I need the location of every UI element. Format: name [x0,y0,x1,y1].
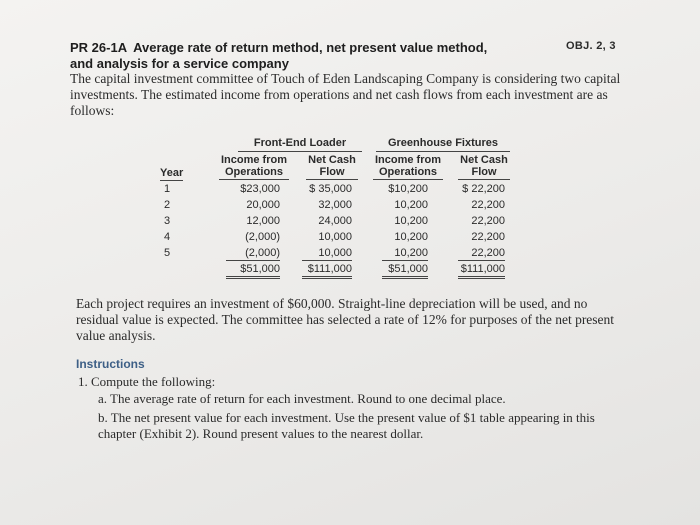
instruction-item-1: 1. Compute the following: [78,374,216,389]
green-income-year3: 10,200 [394,215,428,227]
col-header-green-cash [458,154,510,180]
col-header-green-cash-l2: Flow [471,166,497,178]
col-header-green-income-l2: Operations [378,166,438,178]
year-1: 1 [164,183,171,195]
intro-paragraph: The capital investment committee of Touch of Eden Landscaping Company is considering two capital investments. The estimated income from operations and net cash flows from each investment are as follows: [70,71,621,118]
instruction-item-b: b. The net present value for each investment. Use the present value of $1 table appearing in this chapter (Exhibit 2). Round present values to the nearest dollar. [98,410,595,441]
green-income-year1: $10,200 [388,183,428,195]
green-income-year2: 10,200 [394,199,428,211]
green-income-year4: 10,200 [394,231,428,243]
front-cash-total: $111,000 [302,263,352,279]
front-cash-year5: 10,000 [302,247,352,261]
year-2: 2 [164,199,171,211]
year-3: 3 [164,215,171,227]
green-income-total: $51,000 [382,263,428,279]
front-income-year3: 12,000 [246,215,280,227]
front-cash-year2: 32,000 [318,199,352,211]
col-header-front-cash-l1: Net Cash [308,154,356,166]
front-income-year4: (2,000) [245,231,280,243]
instruction-item-a: a. The average rate of return for each investment. Round to one decimal place. [98,391,506,406]
green-cash-year3: 22,200 [471,215,505,227]
green-cash-year2: 22,200 [471,199,505,211]
investment-paragraph: Each project requires an investment of $60,000. Straight-line depreciation will be used, and no residual value is expected. The committee has selected a rate of 12% for purposes of the net present value analysis. [76,296,615,343]
green-cash-year4: 22,200 [471,231,505,243]
col-header-green-income [373,154,443,180]
col-header-front-cash-l2: Flow [319,166,345,178]
problem-code: PR 26-1A [70,40,128,55]
problem-title-line1: Average rate of return method, net present value method, [133,40,488,55]
front-income-year2: 20,000 [246,199,280,211]
col-header-green-cash-l1: Net Cash [460,154,508,166]
col-header-front-income [219,154,289,180]
green-income-year5: 10,200 [382,247,428,261]
col-header-front-income-l2: Operations [224,166,284,178]
year-5: 5 [164,247,171,259]
col-header-front-income-l1: Income from [220,154,287,166]
green-cash-total: $111,000 [458,263,505,279]
group-header-greenhouse-fixtures: Greenhouse Fixtures [376,137,510,152]
problem-title-line2: and analysis for a service company [70,56,289,71]
col-header-year: Year [160,167,184,179]
green-cash-year1: $ 22,200 [462,183,505,195]
col-header-green-income-l1: Income from [374,154,441,166]
front-income-total: $51,000 [226,263,280,279]
front-cash-year4: 10,000 [318,231,352,243]
green-cash-year5: 22,200 [458,247,505,261]
front-income-year1: $23,000 [240,183,280,195]
instructions-heading: Instructions [76,357,145,371]
front-income-year5: (2,000) [226,247,280,261]
front-cash-year1: $ 35,000 [309,183,352,195]
front-cash-year3: 24,000 [318,215,352,227]
col-header-front-cash [306,154,358,180]
objective-tag: OBJ. 2, 3 [566,40,616,52]
year-4: 4 [164,231,171,243]
group-header-front-end-loader: Front-End Loader [238,137,362,152]
